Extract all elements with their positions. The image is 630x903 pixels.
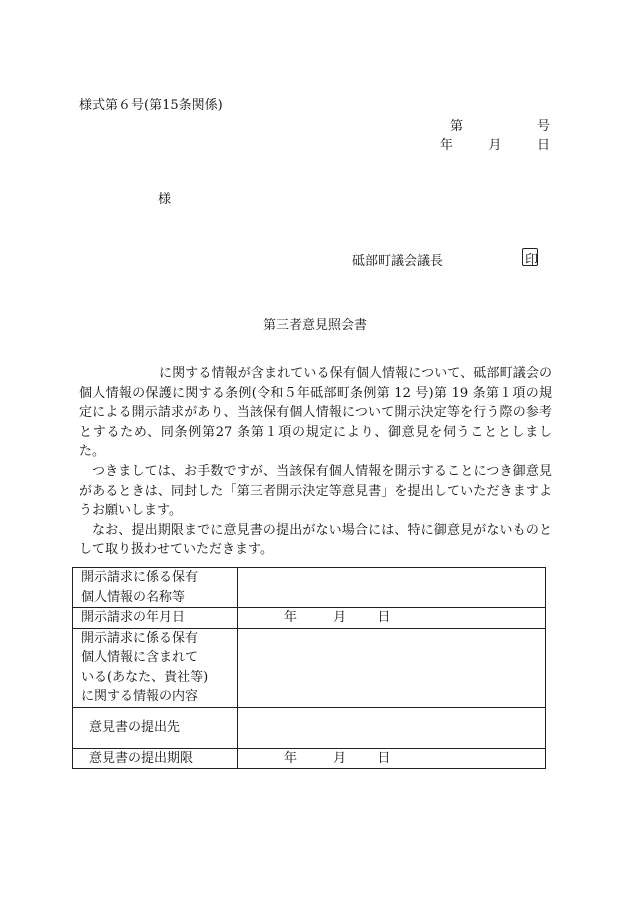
date-month: 月 [333, 610, 347, 625]
table-label-request-date: 開示請求の年月日 [73, 608, 238, 629]
body-paragraph-2: つきましては、お手数ですが、当該保有個人情報を開示することにつき御意見があるときは、同封した「第三者開示決定等意見書」を提出していただきますようお願いします。 [79, 463, 552, 519]
number-prefix: 第 [450, 119, 464, 134]
seal-stamp [525, 249, 538, 268]
label-line: いる(あなた、貴社等) [81, 669, 209, 685]
label-line: 個人情報の名称等 [81, 589, 186, 605]
date-year: 年 [440, 138, 454, 153]
table-row [73, 748, 546, 769]
label-line: 開示請求に係る保有 [81, 630, 199, 646]
document-date-line [440, 134, 550, 153]
date-month: 月 [488, 138, 502, 153]
label-line: に関する情報の内容 [81, 689, 199, 704]
table-row [73, 568, 546, 608]
table-label-requested-info-name [73, 568, 238, 608]
addressee-honorific: 様 [158, 192, 172, 207]
body-paragraph-1: に関する情報が含まれている保有個人情報について、砥部町議会の個人情報の保護に関する条例(令和５年砥部町条例第 12 号)第 19 条第１項の規定による開示請求があり、当該保有個人情報について開示決定等を行う際の参考とするため、同条例第27 条第１項の規定により、御意見を伺うこととしました。 [79, 366, 552, 460]
seal-text: 印 [525, 253, 539, 268]
table-label-submission-address: 意見書の提出先 [73, 707, 238, 748]
document-number-line [450, 115, 550, 134]
date-day: 日 [377, 610, 391, 625]
table-row [73, 628, 546, 707]
table-row [73, 707, 546, 748]
date-year: 年 [284, 750, 298, 766]
table-value-info-content[interactable] [238, 628, 546, 707]
table-value-submission-address[interactable] [238, 707, 546, 748]
table-value-request-date[interactable] [238, 608, 546, 629]
number-suffix: 号 [536, 119, 550, 134]
date-month: 月 [333, 750, 347, 766]
table-row [73, 608, 546, 629]
table-label-info-content [73, 628, 238, 707]
table-label-submission-deadline: 意見書の提出期限 [73, 748, 238, 769]
table-value-submission-deadline[interactable] [238, 748, 546, 769]
label-line: 個人情報に含まれて [81, 650, 199, 665]
body-paragraph-3: なお、提出期限までに意見書の提出がない場合には、特に御意見がないものとして取り扱わせていただきます。 [79, 522, 552, 558]
label-line: 開示請求に係る保有 [81, 570, 199, 585]
document-body [79, 364, 552, 560]
date-day: 日 [536, 138, 550, 153]
table-value-requested-info-name[interactable] [238, 568, 546, 608]
date-day: 日 [377, 750, 391, 766]
date-year: 年 [284, 610, 298, 625]
form-number: 様式第６号(第15条関係) [79, 98, 223, 113]
seal-frame [522, 248, 538, 266]
document-title: 第三者意見照会書 [262, 318, 367, 333]
sender-name: 砥部町議会議長 [352, 254, 444, 269]
information-table [72, 567, 546, 769]
